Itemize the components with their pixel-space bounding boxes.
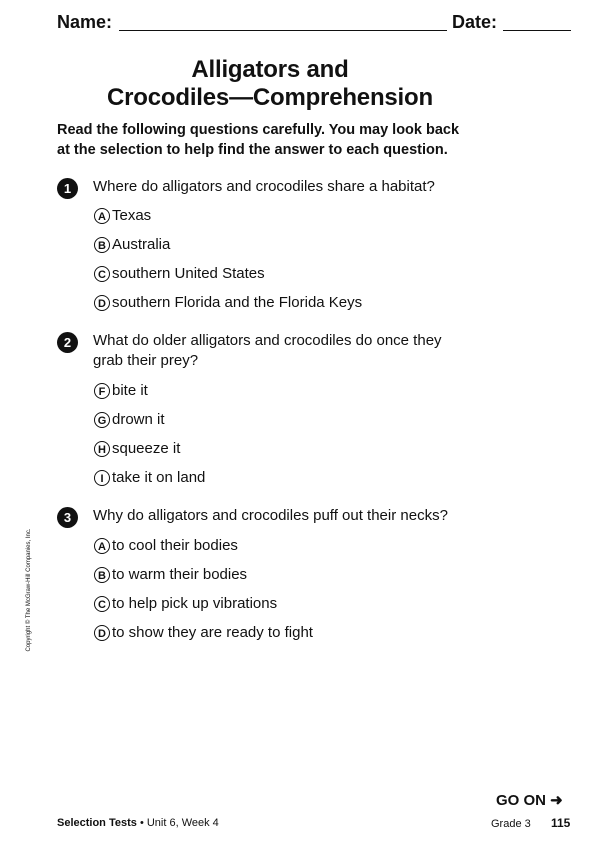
answer-bubble[interactable]: D: [94, 295, 110, 311]
choice-label: drown it: [112, 411, 165, 428]
choice-label: to show they are ready to fight: [112, 624, 313, 641]
choice-q2-f[interactable]: [94, 381, 148, 401]
choice-q1-d[interactable]: [94, 293, 362, 313]
choice-q2-g[interactable]: [94, 410, 165, 430]
date-line[interactable]: [503, 30, 571, 31]
header: [57, 12, 571, 34]
choice-q3-c[interactable]: [94, 594, 277, 614]
question-number-1: 1: [57, 178, 78, 199]
choice-q2-i[interactable]: [94, 468, 205, 488]
title-line-2: Crocodiles—Comprehension: [107, 84, 433, 111]
choice-label: squeeze it: [112, 440, 181, 457]
choice-q2-h[interactable]: [94, 439, 180, 459]
question-number-2: 2: [57, 332, 78, 353]
question-text-2-line-2: grab their prey?: [93, 352, 199, 369]
choice-label: to cool their bodies: [112, 537, 238, 554]
go-on-label: GO ON ➜: [496, 792, 563, 809]
answer-bubble[interactable]: B: [94, 567, 110, 583]
instructions-line-2: at the selection to help find the answer to each question.: [57, 142, 448, 158]
question-text-2: [93, 331, 493, 371]
footer-series-title: Selection Tests: [57, 817, 137, 829]
name-line[interactable]: [119, 30, 447, 31]
answer-bubble[interactable]: C: [94, 596, 110, 612]
footer-unit: • Unit 6, Week 4: [139, 817, 219, 829]
name-label: Name:: [57, 12, 113, 32]
answer-bubble[interactable]: F: [94, 383, 110, 399]
choice-q3-b[interactable]: [94, 565, 247, 585]
choice-label: to warm their bodies: [112, 566, 248, 583]
choice-q3-d[interactable]: [94, 623, 313, 643]
date-label: Date:: [452, 12, 498, 32]
choice-label: to help pick up vibrations: [112, 595, 278, 612]
title-line-1: Alligators and: [191, 56, 349, 83]
answer-bubble[interactable]: A: [94, 208, 110, 224]
instructions: [57, 120, 527, 160]
question-text-2-line-1: What do older alligators and crocodiles do once they: [93, 332, 442, 349]
page-title: [60, 56, 480, 112]
answer-bubble[interactable]: I: [94, 470, 110, 486]
answer-bubble[interactable]: C: [94, 266, 110, 282]
question-text-3: Why do alligators and crocodiles puff out their necks?: [93, 507, 448, 524]
choice-label: Australia: [112, 236, 171, 253]
choice-q1-c[interactable]: [94, 264, 265, 284]
choice-label: southern United States: [112, 265, 265, 282]
answer-bubble[interactable]: H: [94, 441, 110, 457]
choice-label: take it on land: [112, 469, 206, 486]
question-number-3: 3: [57, 507, 78, 528]
answer-bubble[interactable]: D: [94, 625, 110, 641]
footer-series: [57, 817, 219, 829]
instructions-line-1: Read the following questions carefully. You may look back: [57, 122, 460, 138]
footer-grade: Grade 3: [491, 818, 531, 830]
question-text-1: Where do alligators and crocodiles share a habitat?: [93, 178, 435, 195]
choice-q1-b[interactable]: [94, 235, 170, 255]
page-number: 115: [551, 816, 571, 830]
choice-q3-a[interactable]: [94, 536, 238, 556]
choice-label: southern Florida and the Florida Keys: [112, 294, 363, 311]
answer-bubble[interactable]: B: [94, 237, 110, 253]
answer-bubble[interactable]: G: [94, 412, 110, 428]
choice-label: bite it: [112, 382, 148, 399]
choice-label: Texas: [112, 207, 152, 224]
choice-q1-a[interactable]: [94, 206, 151, 226]
answer-bubble[interactable]: A: [94, 538, 110, 554]
copyright-notice: Copyright © The McGraw-Hill Companies, Inc.: [26, 528, 32, 652]
